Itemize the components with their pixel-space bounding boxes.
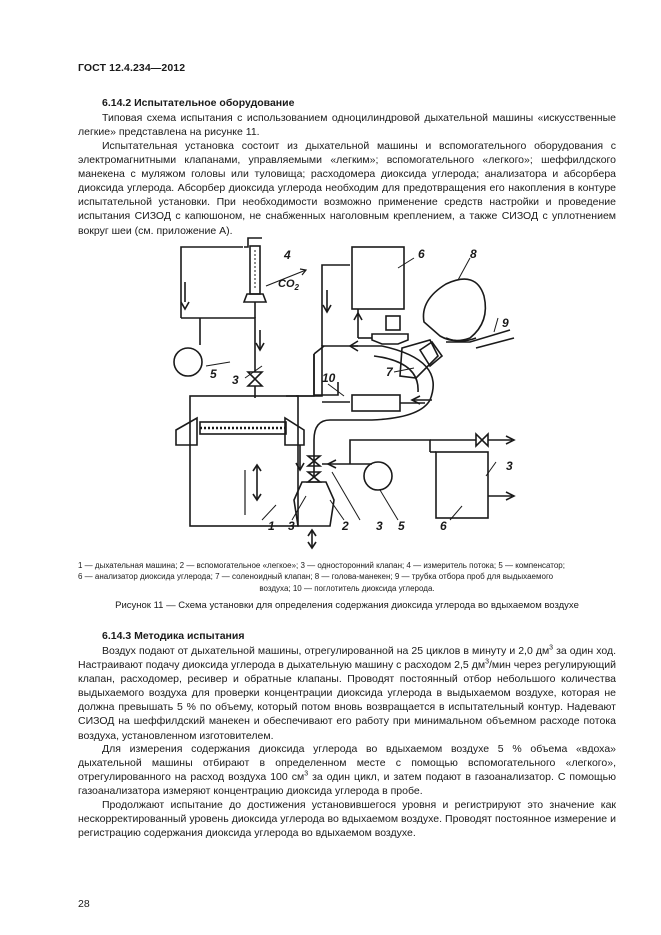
label-8: 8: [470, 247, 477, 261]
figure-legend: [78, 560, 616, 594]
pipe: [314, 346, 433, 462]
label-9: 9: [502, 316, 509, 330]
leader-line: [494, 318, 498, 332]
legend-line: 1 — дыхательная машина; 2 — вспомогательное «легкое»; 3 — односторонний клапан; 4 — измеритель потока; 5 — компенсатор;: [78, 561, 565, 570]
flow-arrow: [181, 302, 189, 309]
pipe: [286, 354, 314, 396]
pipe: [181, 247, 243, 318]
paragraph: Типовая схема испытания с использованием одноцилиндровой дыхательной машины «искусственные легкие» представлена на рисунке 11.: [78, 112, 616, 139]
leader-line: [380, 490, 398, 520]
label-5-right: 5: [398, 519, 405, 533]
leader-line: [262, 505, 276, 520]
leader-line: [398, 258, 414, 268]
label-3-bottom: 3: [288, 519, 295, 533]
label-3-bottom-2: 3: [376, 519, 383, 533]
pipe: [181, 318, 255, 350]
figure-caption: Рисунок 11 — Схема установки для определения содержания диоксида углерода во вдыхаемом воздухе: [115, 600, 579, 611]
label-6-bottom: 6: [440, 519, 447, 533]
section-title-6-14-2: 6.14.2 Испытательное оборудование: [102, 97, 295, 109]
label-co2: $CO_2$: [278, 278, 299, 292]
auxiliary-lung: [294, 482, 334, 526]
compensator: [364, 462, 392, 490]
machine-head-right: [285, 418, 304, 445]
breathing-machine: [190, 396, 298, 526]
solenoid-valve: [372, 334, 408, 344]
document-header: ГОСТ 12.4.234—2012: [78, 62, 186, 74]
co2-absorber: [352, 395, 400, 411]
legend-line: воздуха; 10 — поглотитель диоксида углерода.: [259, 583, 435, 593]
check-valve: [476, 434, 488, 446]
leader-line: [458, 258, 470, 280]
co2-analyser-top: [352, 247, 404, 309]
co2-analyser-bottom: [436, 452, 488, 518]
label-10: 10: [322, 371, 336, 385]
pipe: [374, 356, 418, 392]
label-3-right: 3: [506, 459, 513, 473]
pipe: [350, 440, 430, 464]
paragraph: Продолжают испытание до достижения установившегося уровня и регистрируют это значение как нескорректированный уровень диоксида углерода во вдыхаемом воздухе. Проводят постоянное измерение и регистрацию содержания диоксида углерода во вдыхаемом воздухе.: [78, 799, 616, 840]
paragraph: Испытательная установка состоит из дыхательной машины и вспомогательного оборудования с электромагнитными клапанами, управляемыми «легким»; вспомогательного «легкого»; шеффилдского манекена с муляжом головы или туловища; расходомера диоксида углерода; анализатора и абсорбера диоксида углерода. Абсорбер диоксида углерода необходим для предотвращения его накопления в контуре испытательной установки. При необходимости возможно применение средств настройки и проведение испытания СИЗОД с капюшоном, не снабженных наголовным креплением, а также СИЗОД с уплотнением вокруг шеи (см. приложение А).: [78, 140, 616, 237]
label-4: 4: [284, 248, 291, 262]
leader-line: [206, 362, 230, 366]
label-7: 7: [386, 365, 393, 379]
sampling-tube: [476, 338, 514, 348]
machine-head-left: [176, 418, 197, 445]
label-1: 1: [268, 519, 275, 533]
legend-line: 6 — анализатор диоксида углерода; 7 — соленоидный клапан; 8 — голова-манекен; 9 — трубка отбора проб для выдыхаемого: [78, 572, 554, 582]
page-number: 28: [78, 898, 90, 910]
section-title-6-14-3: 6.14.3 Методика испытания: [102, 630, 245, 642]
solenoid-valve-coil: [386, 316, 400, 330]
leader-line: [332, 472, 360, 520]
label-2: 2: [342, 519, 349, 533]
paragraph: Воздух подают от дыхательной машины, отрегулированной на 25 циклов в минуту и 2,0 $дм^3$ за один ход. Настраивают подачу диоксида углерода в дыхательную машину с расходом 2,5 $дм^3$/мин через регулирующий клапан, расходомер, ресивер и обратные клапаны. Проводят постоянный отбор небольшого количества выдыхаемого воздуха для проверки концентрации диоксида углерода в выдыхаемом воздухе, которая не должна превышать 5 % по объему, который потом вновь возвращается в испытательный контур. Надевают СИЗОД на шеффилдский манекен и обеспечивают его работу при минимальном объемном расходе потока воздуха, установленном изготовителем.: [78, 644, 616, 742]
compensator: [174, 348, 202, 376]
head-manikin: [423, 279, 485, 340]
label-3-left: 3: [232, 373, 239, 387]
label-5-left: 5: [210, 367, 217, 381]
respirator: [400, 340, 438, 378]
paragraph: Для измерения содержания диоксида углерода во вдыхаемом воздухе 5 % объема «вдоха» дыхательной машины отбирают в определенном месте с помощью вспомогательного «легкого», отрегулированного на расход воздуха 100 $см^3$ за один цикл, и затем подают в газоанализатор. С помощью газоанализатора измеряют концентрацию диоксида углерода в пробе.: [78, 743, 616, 798]
flow-meter-base: [244, 294, 266, 302]
label-6-top: 6: [418, 247, 425, 261]
